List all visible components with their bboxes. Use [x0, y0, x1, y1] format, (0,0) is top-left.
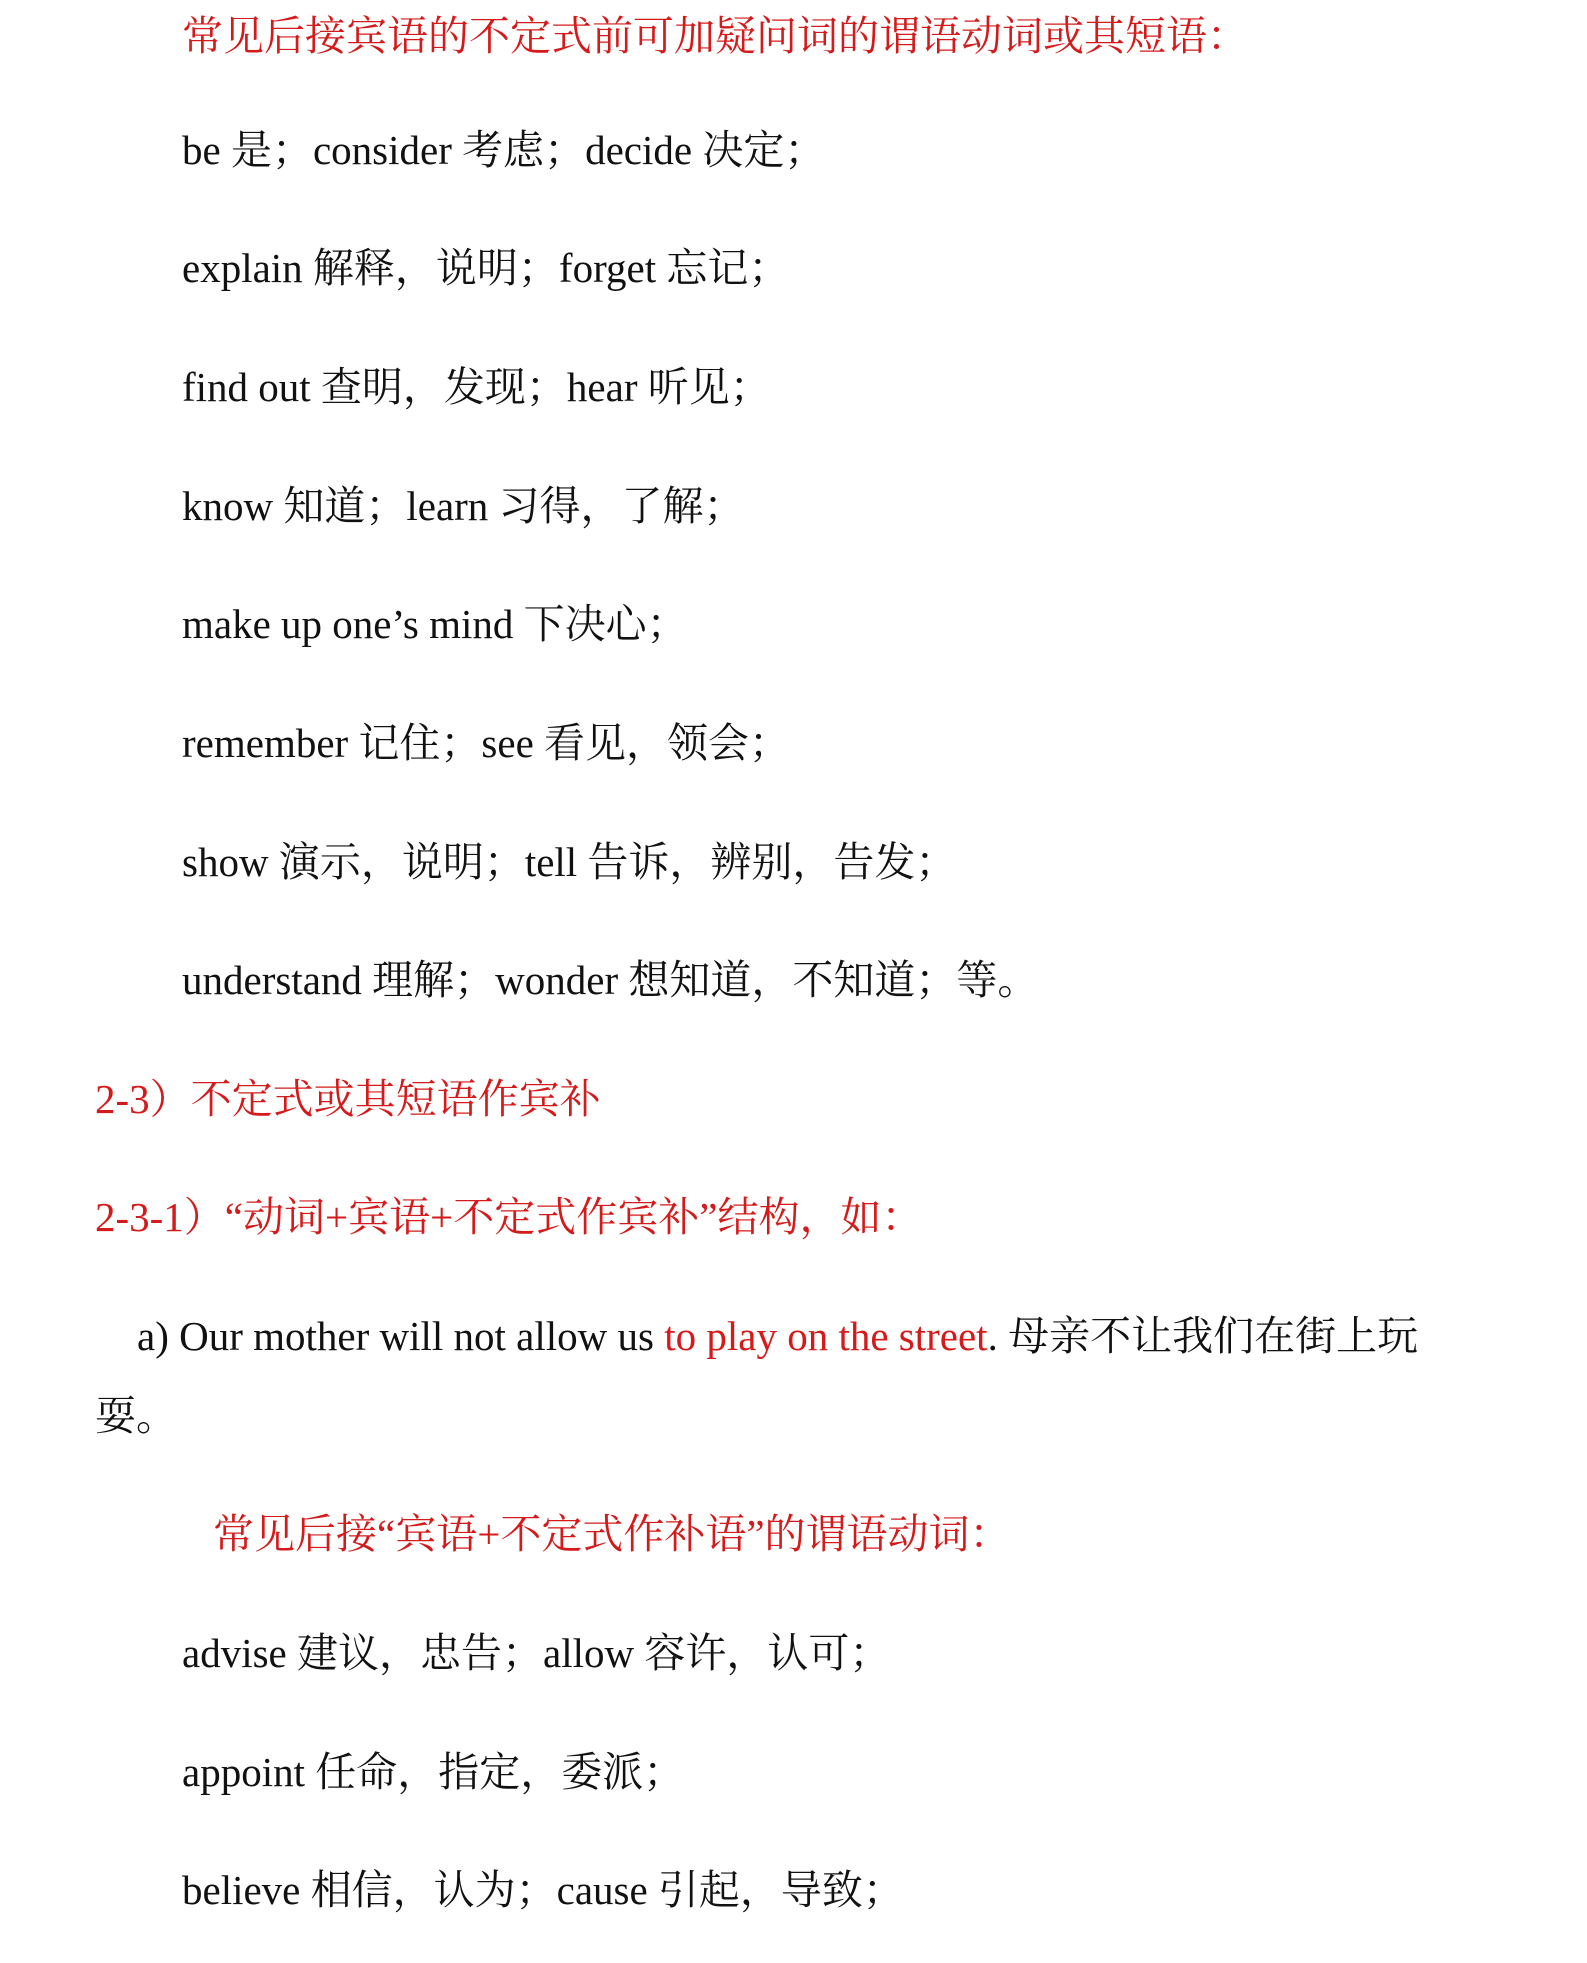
list-item: explain 解释，说明；forget 忘记； — [182, 245, 790, 291]
list-item: advise 建议，忠告；allow 容许，认可； — [182, 1630, 891, 1676]
list-item: appoint 任命，指定，委派； — [182, 1749, 685, 1795]
list-item: know 知道；learn 习得，了解； — [182, 483, 745, 529]
list-item: find out 查明，发现；hear 听见； — [182, 364, 771, 410]
list-item: make up one’s mind 下决心； — [182, 601, 688, 647]
example-suffix: . 母亲不让我们在街上玩 — [987, 1313, 1419, 1359]
section-heading-2-3: 2-3）不定式或其短语作宾补 — [95, 1076, 601, 1122]
list-item: understand 理解；wonder 想知道，不知道；等。 — [182, 957, 1039, 1003]
example-highlight: to play on the street — [664, 1313, 988, 1359]
heading-verbs-with-question-word: 常见后接宾语的不定式前可加疑问词的谓语动词或其短语： — [182, 13, 1248, 59]
list-item: remember 记住；see 看见，领会； — [182, 720, 791, 766]
example-prefix: a) Our mother will not allow us — [137, 1313, 665, 1359]
example-sentence-a — [137, 1308, 1418, 1364]
list-item: be 是；consider 考虑；decide 决定； — [182, 127, 826, 173]
heading-verbs-object-complement: 常见后接“宾语+不定式作补语”的谓语动词： — [213, 1511, 1011, 1557]
section-heading-2-3-1: 2-3-1）“动词+宾语+不定式作宾补”结构，如： — [95, 1194, 923, 1240]
list-item: believe 相信，认为；cause 引起，导致； — [182, 1867, 904, 1913]
list-item: show 演示，说明；tell 告诉，辨别，告发； — [182, 839, 957, 885]
example-continuation: 耍。 — [95, 1393, 177, 1439]
